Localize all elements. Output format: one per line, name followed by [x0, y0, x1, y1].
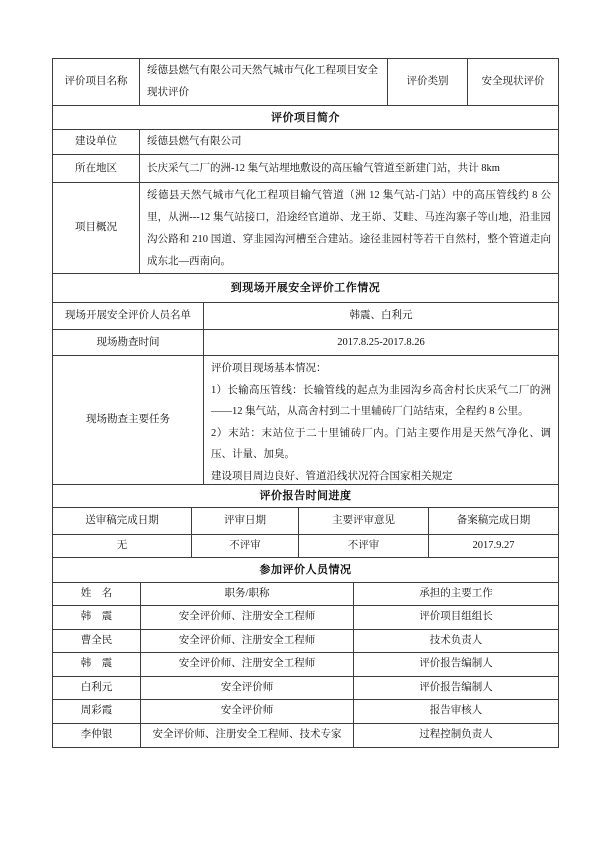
survey-tasks-paragraph: 评价项目现场基本情况：	[211, 363, 327, 374]
survey-time-value: 2017.8.25-2017.8.26	[337, 336, 425, 348]
person-name: 韩 震	[53, 653, 141, 676]
column-header-title: 职务/职称	[141, 583, 354, 605]
person-name: 韩 震	[53, 606, 141, 629]
person-name: 周彩霞	[53, 700, 141, 723]
location-row	[53, 155, 558, 183]
column-header-name: 姓 名	[53, 583, 141, 605]
survey-tasks-paragraph: 建设项目周边良好、管道沿线状况符合国家相关规定	[211, 470, 453, 482]
survey-tasks-row	[53, 356, 558, 485]
location-label: 所在地区	[53, 155, 140, 182]
project-overview-row	[53, 183, 558, 274]
person-title: 安全评价师、注册安全工程师、技术专家	[141, 724, 354, 748]
section-header-row	[53, 106, 558, 130]
safety-evaluation-form	[52, 58, 559, 748]
column-header-review-date: 评审日期	[192, 508, 299, 534]
survey-tasks-paragraph: 2）末站：末站位于二十里铺砖厂内。门站主要作用是天然气净化、调压、计量、加臭。	[211, 427, 551, 460]
survey-tasks-label: 现场勘查主要任务	[53, 356, 204, 484]
person-work: 过程控制负责人	[419, 729, 493, 741]
location-value: 长庆采气二厂的洲-12 集气站埋地敷设的高压输气管道至新建门站，共计 8km	[147, 162, 500, 174]
section-header-site-work: 到现场开展安全评价工作情况	[230, 282, 381, 294]
person-title: 安全评价师	[141, 677, 354, 700]
construction-unit-row	[53, 130, 558, 155]
project-name-label: 评价项目名称	[53, 59, 140, 105]
person-title: 安全评价师	[141, 700, 354, 723]
person-work: 评价报告编制人	[419, 681, 493, 693]
review-date-value: 不评审	[192, 535, 299, 557]
project-overview-value: 绥德县天然气城市气化工程项目输气管道（洲 12 集气站-门站）中的高压管线约 8 公里，从洲---12 集气站接口，沿途经官道峁、龙王峁、艾畦、马连沟寨子等山地，沿韭园沟公路和 210 国道、穿韭园沟河槽至合建站。途径韭园村等若干自然村，整个管道走向成东北—西南向。	[147, 190, 551, 267]
survey-time-label: 现场勘查时间	[53, 330, 204, 355]
construction-unit-label: 建设单位	[53, 130, 140, 154]
evaluation-category-value: 安全现状评价	[481, 76, 545, 87]
person-title: 安全评价师、注册安全工程师	[141, 653, 354, 676]
project-name-value: 绥德县燃气有限公司天然气城市气化工程项目安全现状评价	[140, 59, 388, 105]
section-header-row	[53, 274, 558, 303]
project-overview-label: 项目概况	[53, 183, 140, 273]
section-header-row	[53, 485, 558, 508]
person-name: 曹全民	[53, 630, 141, 653]
schedule-header-row	[53, 508, 558, 535]
personnel-row	[53, 653, 558, 677]
survey-time-row	[53, 330, 558, 356]
person-work: 报告审核人	[429, 705, 483, 717]
person-work: 技术负责人	[429, 634, 483, 646]
record-date-value: 2017.9.27	[472, 540, 515, 551]
section-header-project-intro: 评价项目简介	[271, 111, 340, 124]
site-evaluators-label: 现场开展安全评价人员名单	[53, 303, 204, 329]
construction-unit-value: 绥德县燃气有限公司	[147, 136, 242, 147]
section-header-row	[53, 558, 558, 583]
personnel-row	[53, 630, 558, 654]
draft-date-value: 无	[53, 535, 192, 557]
person-work: 评价报告编制人	[419, 658, 493, 670]
person-name: 李仲银	[53, 724, 141, 748]
site-evaluators-row	[53, 303, 558, 330]
person-name: 白利元	[53, 677, 141, 700]
column-header-review-opinion: 主要评审意见	[299, 508, 429, 534]
section-header-personnel: 参加评价人员情况	[259, 564, 352, 576]
personnel-row	[53, 677, 558, 701]
survey-tasks-paragraph: 1）长输高压管线：长输管线的起点为韭园沟乡高舍村长庆采气二厂的洲——12 集气站，从高舍村到二十里辅砖厂门站结束，全程约 8 公里。	[211, 384, 551, 417]
review-opinion-value: 不评审	[299, 535, 429, 557]
schedule-values-row	[53, 535, 558, 558]
personnel-row	[53, 724, 558, 748]
survey-tasks-value	[204, 356, 558, 484]
person-work: 评价项目组组长	[419, 611, 493, 623]
project-name-row	[53, 59, 558, 106]
column-header-work: 承担的主要工作	[419, 588, 493, 599]
column-header-draft-date: 送审稿完成日期	[53, 508, 192, 534]
personnel-header-row	[53, 583, 558, 606]
evaluation-category-label: 评价类别	[388, 59, 468, 105]
section-header-report-schedule: 评价报告时间进度	[259, 490, 352, 502]
personnel-row	[53, 700, 558, 724]
personnel-row	[53, 606, 558, 630]
site-evaluators-value: 韩震、白利元	[349, 310, 413, 321]
person-title: 安全评价师、注册安全工程师	[141, 630, 354, 653]
person-title: 安全评价师、注册安全工程师	[141, 606, 354, 629]
column-header-record-date: 备案稿完成日期	[456, 515, 531, 526]
